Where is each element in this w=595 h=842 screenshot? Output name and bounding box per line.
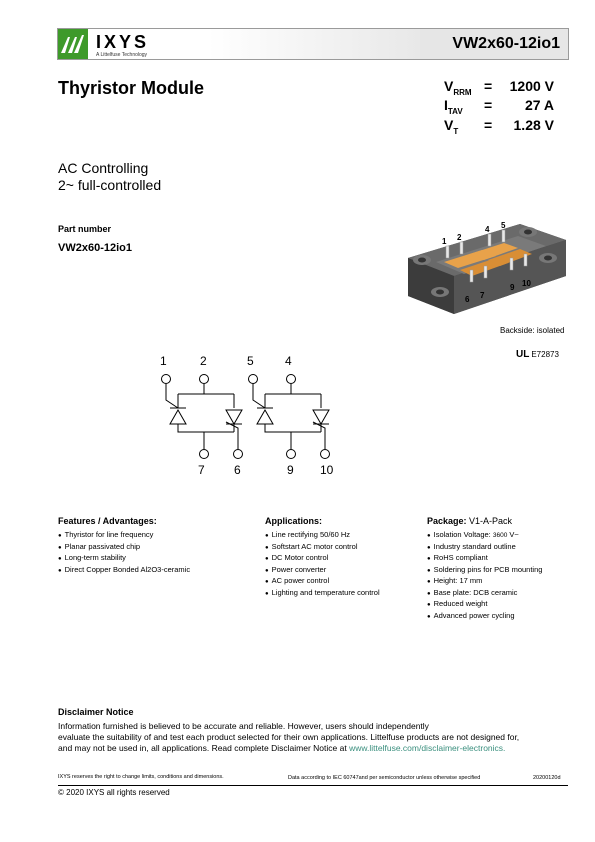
module-pin-label: 4 [485, 225, 490, 234]
part-number-label: Part number [58, 224, 112, 234]
copyright: © 2020 IXYS all rights reserved [58, 788, 170, 797]
schematic-pin-label: 10 [320, 463, 334, 477]
brand-tagline: A Littelfuse Technology [96, 52, 148, 58]
list-item: ● AC power control [265, 576, 425, 588]
isolation-value: 3600 [492, 532, 508, 539]
page-title: Thyristor Module [58, 78, 205, 98]
spec-value: 27 A [524, 97, 554, 113]
package-section [427, 516, 567, 622]
spec-value: 1.28 V [513, 117, 554, 133]
list-item: ● Isolation Voltage: 3600 V~ [427, 530, 567, 542]
spec-symbol: $V_{RRM}$ [444, 78, 472, 97]
list-item: ● Height: 17 mm [427, 576, 567, 588]
spec-equals: = [484, 117, 493, 133]
applications-list [265, 530, 425, 599]
package-list [427, 530, 567, 622]
spec-symbol: $I_{TAV}$ [444, 97, 463, 116]
circuit-schematic [150, 350, 350, 480]
disclaimer-line-2: evaluate the suitability of and test each product selected for their own applications. Littelfuse products are not designed for, [58, 732, 520, 742]
list-item: ● Planar passivated chip [58, 542, 248, 554]
applications-section [265, 516, 425, 599]
schematic-pin-label: 4 [285, 354, 292, 368]
list-item: ● Advanced power cycling [427, 611, 567, 623]
list-item: ● Lighting and temperature control [265, 588, 425, 600]
spec-equals: = [484, 78, 493, 94]
description-line-2: 2~ full-controlled [58, 177, 162, 193]
list-item: ● Softstart AC motor control [265, 542, 425, 554]
disclaimer-link[interactable]: www.littelfuse.com/disclaimer-electronics. [349, 743, 506, 753]
disclaimer-title: Disclaimer Notice [58, 707, 134, 717]
list-item: ● DC Motor control [265, 553, 425, 565]
schematic-pin-label: 2 [200, 354, 207, 368]
module-pin-label: 10 [522, 279, 531, 288]
disclaimer-body [58, 721, 568, 754]
list-item: ● Power converter [265, 565, 425, 577]
part-number-value: VW2x60-12io1 [58, 242, 132, 254]
module-pin-label: 7 [480, 291, 485, 300]
spec-value: 1200 V [509, 78, 554, 94]
footer-divider [58, 785, 568, 786]
spec-row-itav [444, 97, 554, 117]
list-item: ● Long-term stability [58, 553, 248, 565]
footer-rights-note: IXYS reserves the right to change limits, conditions and dimensions. [58, 774, 224, 780]
ul-number: E72873 [531, 350, 559, 359]
module-pin-label: 1 [442, 237, 447, 246]
disclaimer-line-3: and may not be used in, all applications. Read complete Disclaimer Notice at www.littelfuse.com/disclaimer-electronics. [58, 743, 506, 753]
footer-date-code: 20200120d [533, 775, 561, 781]
footer-data-note: Data according to IEC 60747and per semiconductor unless otherwise specified [288, 775, 481, 781]
list-item: ● Thyristor for line frequency [58, 530, 248, 542]
list-item: ● Soldering pins for PCB mounting [427, 565, 567, 577]
schematic-pin-label: 7 [198, 463, 205, 477]
package-title: Package: V1-A-Pack [427, 516, 513, 526]
module-pin-label: 2 [457, 233, 462, 242]
header-part-number: VW2x60-12io1 [452, 35, 560, 52]
module-pin-label: 5 [501, 221, 506, 230]
disclaimer-line-1: Information furnished is believed to be accurate and reliable. However, users should independently [58, 721, 429, 731]
package-name: V1-A-Pack [469, 516, 513, 526]
list-item: ● Line rectifying 50/60 Hz [265, 530, 425, 542]
brand-name: IXYS [96, 32, 150, 52]
ul-mark-icon: UL [516, 349, 530, 360]
spec-equals: = [484, 97, 493, 113]
schematic-pin-label: 5 [247, 354, 254, 368]
spec-row-vrrm [444, 78, 554, 98]
ixys-logo-icon [58, 29, 88, 59]
schematic-pin-label: 6 [234, 463, 241, 477]
spec-row-vt [444, 117, 554, 137]
features-section [58, 516, 248, 576]
module-pin-label: 6 [465, 295, 470, 304]
list-item: ● Industry standard outline [427, 542, 567, 554]
schematic-pin-label: 9 [287, 463, 294, 477]
module-image [400, 218, 568, 326]
module-pin-label: 9 [510, 283, 515, 292]
list-item: ● Base plate: DCB ceramic [427, 588, 567, 600]
header-band [57, 28, 569, 60]
header-gradient [208, 29, 420, 59]
list-item: ● RoHS compliant [427, 553, 567, 565]
list-item: ● Direct Copper Bonded Al2O3-ceramic [58, 565, 248, 577]
features-list [58, 530, 248, 576]
description-line-1: AC Controlling [58, 160, 149, 176]
ul-certification [516, 349, 559, 360]
applications-title: Applications: [265, 516, 323, 526]
spec-symbol: $V_T$ [444, 117, 459, 136]
schematic-pin-label: 1 [160, 354, 167, 368]
backside-note: Backside: isolated [500, 326, 565, 335]
features-title: Features / Advantages: [58, 516, 157, 526]
description [58, 160, 161, 194]
list-item: ● Reduced weight [427, 599, 567, 611]
